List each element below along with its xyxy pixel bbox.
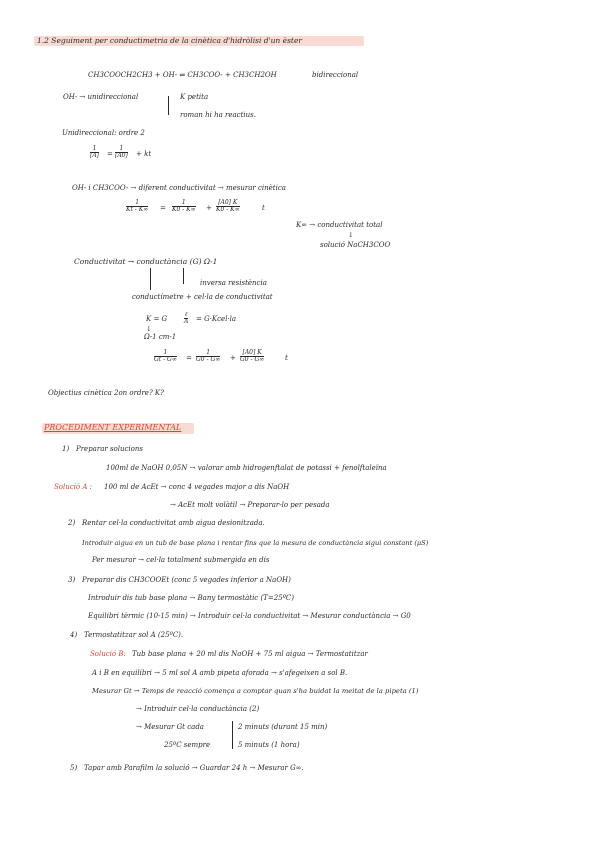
- k0-num: 1: [181, 199, 186, 206]
- inverse-resistance: inversa resistència: [200, 279, 267, 287]
- step-4-line-6a: 25ºC sempre: [164, 741, 211, 749]
- order-fraction-a-num: 1: [92, 145, 97, 152]
- equals-sign: =: [107, 150, 113, 158]
- g0-num: 1: [206, 349, 211, 356]
- step-1-line-1: 100ml de NaOH 0,05N → valorar amb hidrogenftalat de potassi + fenolftaleïna: [106, 464, 387, 472]
- step-3-num: 3): [68, 576, 76, 584]
- gt-num: 1: [163, 349, 168, 356]
- equals-sign-3: =: [186, 354, 192, 362]
- order-tail: + kt: [136, 150, 152, 158]
- order-fraction-a-den: [A]: [90, 152, 100, 160]
- g-a0k-num: [A0] K: [242, 349, 262, 356]
- kt-num: 1: [135, 199, 140, 206]
- down-arrow-icon: ↓: [348, 231, 354, 239]
- step-4-line-2: A i B en equilibri → 5 ml sol A amb pipeta aforada → s'afegeixen a sol B.: [92, 669, 348, 677]
- k-eq-tail: t: [262, 204, 265, 212]
- order-fraction-a0-num: 1: [119, 145, 124, 152]
- g-a0k-den: G0 - G∞: [240, 356, 265, 364]
- step-4-line-1: Tub base plana + 20 ml dis NaOH + 75 ml aigua → Termostatitzar: [132, 650, 368, 658]
- step-4-line-6b: 5 minuts (1 hora): [238, 741, 300, 749]
- conductance-line: Conductivitat → conductància (G) Ω-1: [74, 257, 218, 266]
- conductivity-line: OH- i CH3COO- → diferent conductivitat → mesurar cinètica: [72, 184, 286, 192]
- kappa-rhs: = G·Kcel·la: [196, 315, 237, 323]
- interval-bracket: [232, 721, 233, 749]
- order-heading: Unidireccional: ordre 2: [62, 129, 145, 137]
- inverse-branch: [183, 268, 184, 284]
- kt-den: Kt - K∞: [126, 206, 149, 214]
- order-fraction-a: [90, 146, 99, 160]
- step-5-num: 5): [70, 764, 78, 772]
- order-fraction-a0: [115, 146, 128, 160]
- kappa-lhs: K = G: [146, 315, 168, 323]
- kt-fraction: [126, 200, 148, 214]
- plus-sign-2: +: [230, 354, 236, 362]
- a0k-fraction: [216, 200, 240, 214]
- a0k-den: K0 - K∞: [216, 206, 240, 214]
- step-3-line-1: Introduir dis tub base plana → Bany termostàtic (T=25ºC): [88, 594, 295, 602]
- step-4-line-3: Mesurar Gt → Temps de reacció comença a comptar quan s'ha buidat la meitat de la pipeta (1): [92, 687, 419, 695]
- objectives: Objectius cinètica 2on ordre? K?: [48, 389, 164, 397]
- kinf-note: K∞ → conductivitat total: [296, 221, 383, 229]
- step-5-title: Tapar amb Parafilm la solució → Guardar 24 h → Mesurar G∞.: [84, 764, 304, 772]
- step-2-num: 2): [68, 519, 76, 527]
- step-1-line-3: → AcEt molt volàtil → Preparar-lo per pesada: [170, 501, 330, 509]
- gt-den: Gt - G∞: [154, 356, 177, 364]
- kappa-unit: Ω-1 cm-1: [144, 333, 177, 341]
- g0-den: G0 - G∞: [196, 356, 221, 364]
- procedure-heading: PROCEDIMENT EXPERIMENTAL: [44, 423, 182, 432]
- plus-sign: +: [206, 204, 212, 212]
- g-eq-tail: t: [285, 354, 288, 362]
- step-4-line-5b: 2 minuts (durant 15 min): [238, 723, 328, 731]
- down-arrow-icon-2: ↓: [146, 325, 152, 333]
- step-3-line-2: Equilibri tèrmic (10-15 min) → Introduir cel·la conductivitat → Mesurar conductància → G0: [88, 612, 411, 620]
- k0-fraction: [172, 200, 196, 214]
- step-2-line-1: Introduir aigua en un tub de base plana i rentar fins que la mesura de conductància sigui constant (μS): [82, 539, 429, 547]
- k0-den: K0 - K∞: [172, 206, 196, 214]
- reaction-tag: bidireccional: [312, 71, 359, 79]
- oh-unidirectional: OH- → unidireccional: [63, 93, 139, 101]
- kappa-fraction: [184, 312, 188, 326]
- branch-reactius: roman hi ha reactius.: [180, 111, 256, 119]
- step-4-line-4: → Introduir cel·la conductància (2): [136, 705, 260, 713]
- kappa-num: ℓ: [184, 311, 188, 318]
- gt-fraction: [154, 350, 177, 364]
- order-fraction-a0-den: [A0]: [115, 152, 128, 160]
- equals-sign-2: =: [160, 204, 166, 212]
- solution-a-label: Solució A :: [54, 483, 92, 491]
- branch-line: [168, 96, 169, 115]
- page-title: 1.2 Seguiment per conductimetria de la cinètica d'hidròlisi d'un èster: [37, 36, 302, 45]
- branch-k-petita: K petita: [180, 93, 209, 101]
- solution-b-label: Solució B:: [90, 650, 126, 658]
- step-4-line-5a: → Mesurar Gt cada: [136, 723, 204, 731]
- step-4-title: Termostatitzar sol A (25ºC).: [84, 631, 184, 639]
- step-1-title: Preparar solucions: [76, 445, 143, 453]
- kappa-den: A: [184, 318, 189, 326]
- step-3-title: Preparar dis CH3COOEt (conc 5 vegades inferior a NaOH): [82, 576, 291, 584]
- cell-branch: [150, 268, 151, 290]
- step-1-num: 1): [62, 445, 70, 453]
- g0-fraction: [196, 350, 220, 364]
- step-1-line-2: 100 ml de AcEt → conc 4 vegades major a dis NaOH: [104, 483, 290, 491]
- g-a0k-fraction: [240, 350, 264, 364]
- step-2-line-2: Per mesurar → cel·la totalment submergida en dis: [92, 556, 270, 564]
- step-4-num: 4): [70, 631, 78, 639]
- conductimeter-cell: conductímetre + cel·la de conductivitat: [132, 293, 273, 301]
- kinf-solution: solució NaCH3COO: [320, 241, 391, 249]
- reaction-equation: CH3COOCH2CH3 + OH- ⇌ CH3COO- + CH3CH2OH: [88, 71, 277, 79]
- step-2-title: Rentar cel·la conductivitat amb aigua desionitzada.: [82, 519, 265, 527]
- a0k-num: [A0] K: [218, 199, 238, 206]
